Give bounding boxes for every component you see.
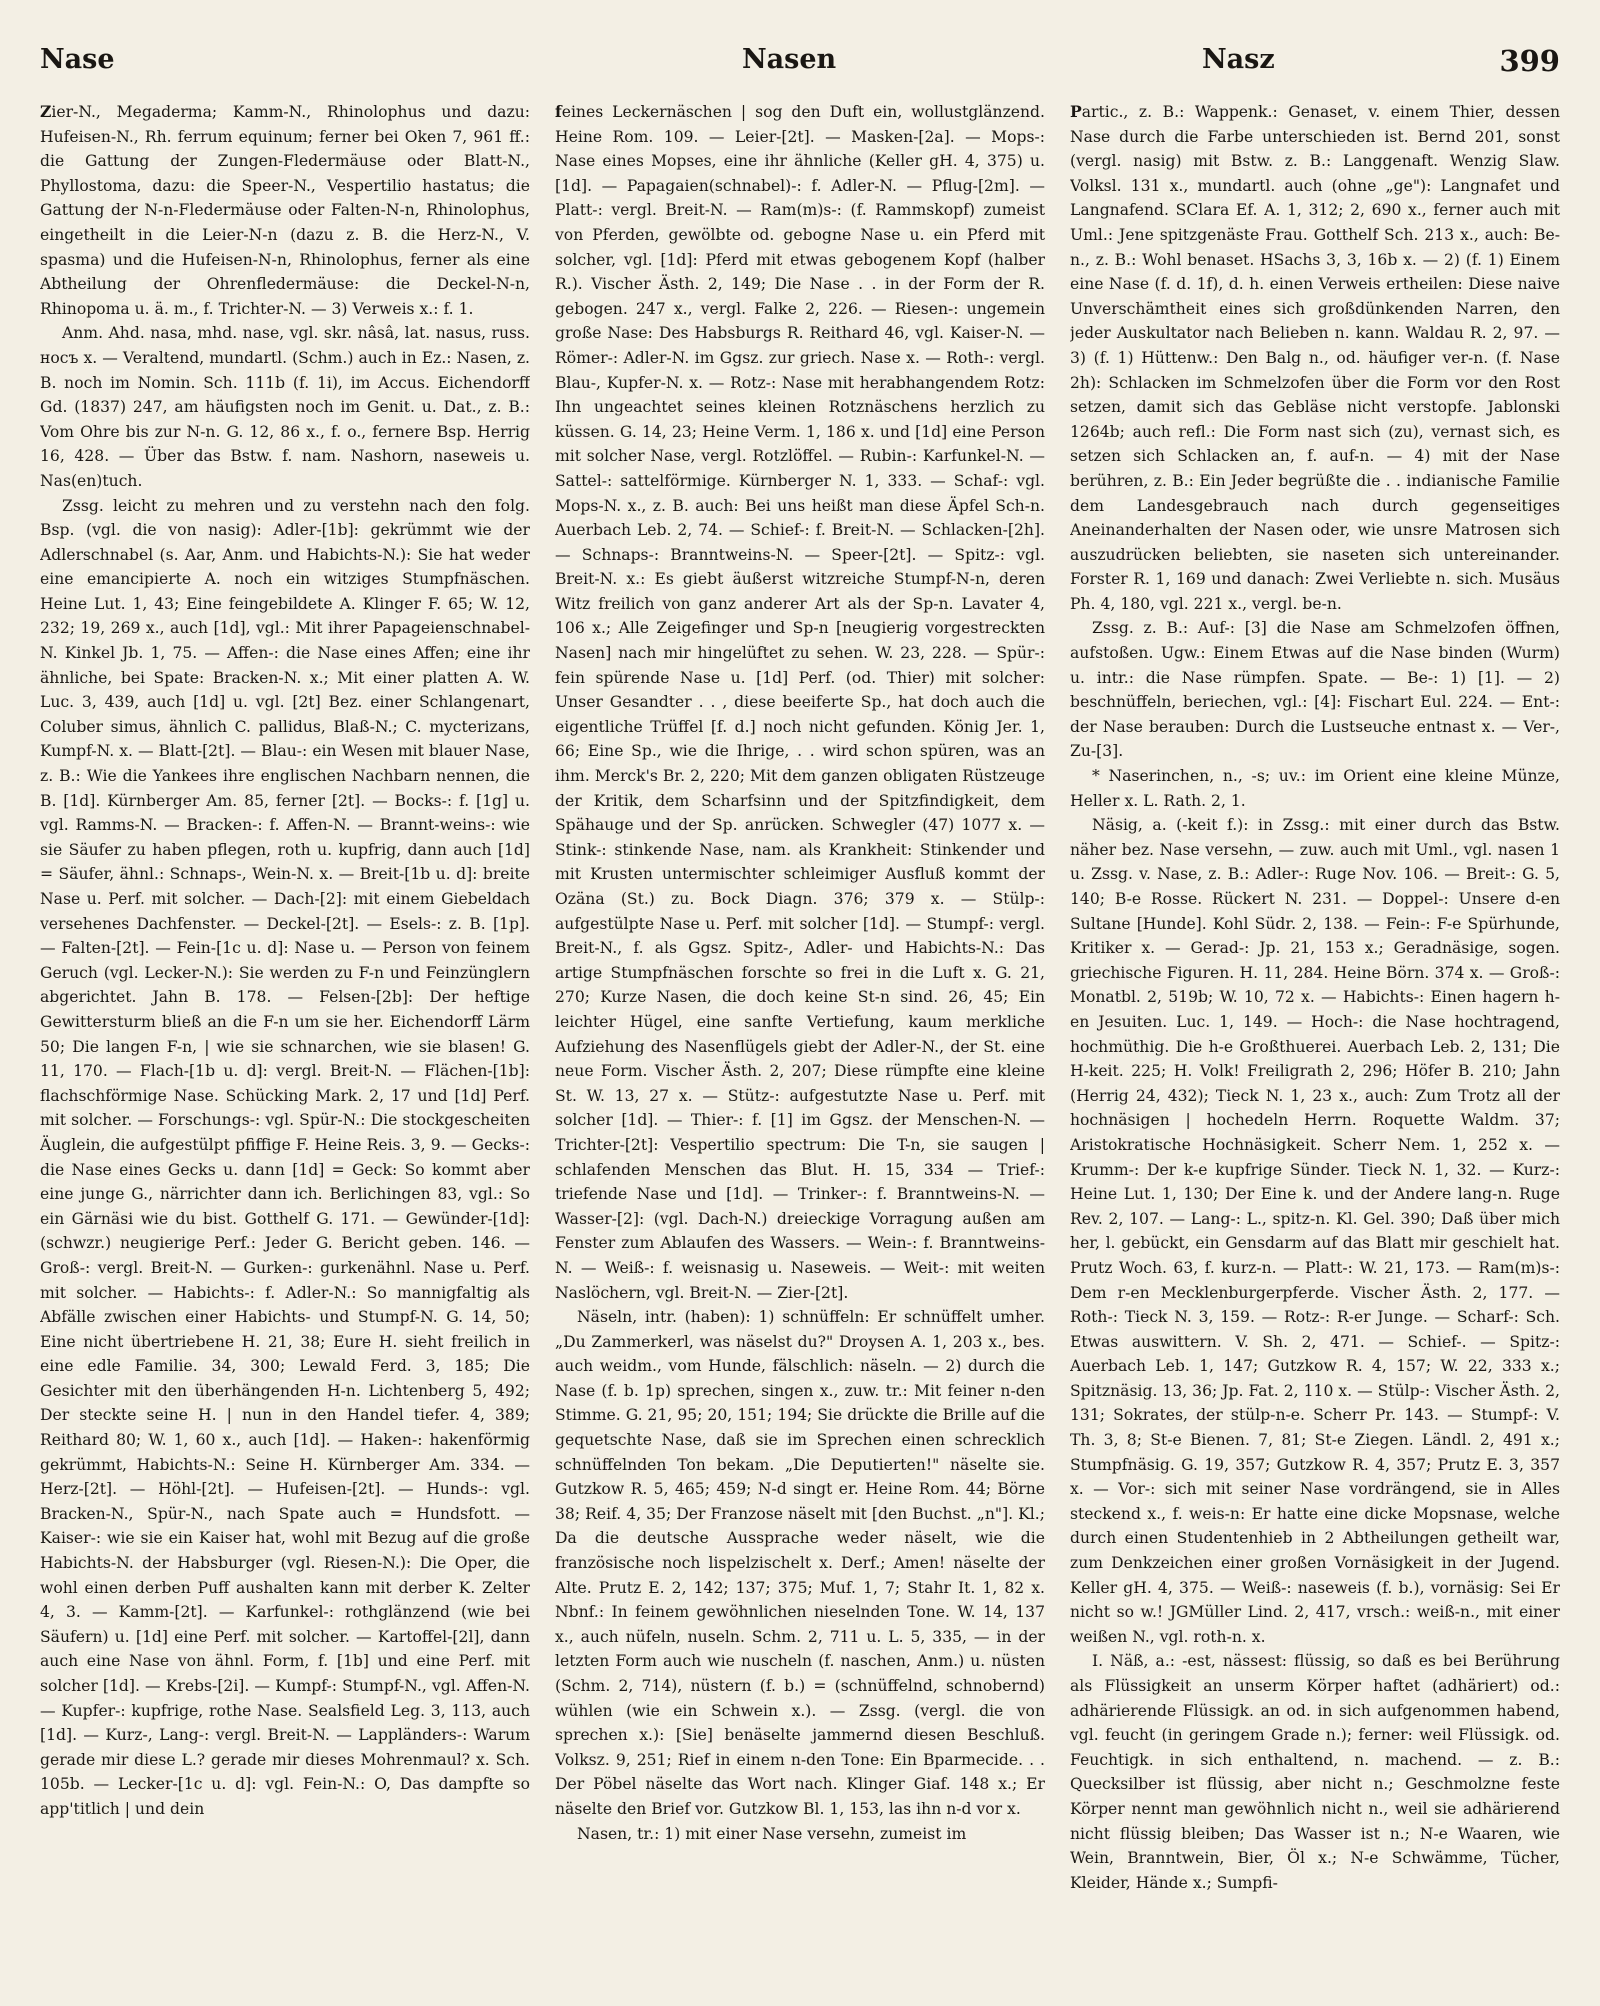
header-center-headword: Nasen — [742, 44, 837, 75]
header-right-headword: Nasz — [1202, 44, 1275, 75]
paragraph: I. Näß, a.: -est, nässest: flüssig, so daß es bei Berührung als Flüssigkeit an unserm Körper haftet (adhäriert) od.: adhärierende Flüssigk. an od. in sich aufgenommen habend, vgl. feucht (in geringem Grade n.); ferner: weil Flüssigk. od. Feuchtigk. in sich enthaltend, n. machend. — z. B.: Quecksilber ist flüssig, aber nicht n.; Geschmolzne feste Körper nennt man gewöhnlich nicht n., weil sie adhärierend nicht flüssig bleiben; Das Wasser ist n.; N-e Waaren, wie Wein, Branntwein, Bier, Öl x.; N-e Schwämme, Tücher, Kleider, Hände x.; Sumpfi- — [1070, 1652, 1560, 1892]
paragraph: feines Leckernäschen | sog den Duft ein, wollustglänzend. Heine Rom. 109. — Leier-[2t]. — Masken-[2a]. — Mops-: Nase eines Mopses, eine ihr ähnliche (Keller gH. 4, 375) u. [1d]. — Papagaien(schnabel)-: f. Adler-N. — Pflug-[2m]. — Platt-: vergl. Breit-N. — Ram(m)s-: (f. Rammskopf) zumeist von Pferden, gewölbte od. gebogne Nase u. ein Pferd mit solcher, vgl. [1d]: Pferd mit etwas gebogenem Kopf (halber R.). Vischer Ästh. 2, 149; Die Nase . . in der Form der R. gebogen. 247 x., vergl. Falke 2, 226. — Riesen-: ungemein große Nase: Des Habsburgs R. Reithard 46, vgl. Kaiser-N. — Römer-: Adler-N. im Ggsz. zur griech. Nase x. — Roth-: vergl. Blau-, Kupfer-N. x. — Rotz-: Nase mit herabhangendem Rotz: Ihn ungeachtet seines kleinen Rotznäschens herzlich zu küssen. G. 14, 23; Heine Verm. 1, 186 x. und [1d] eine Person mit solcher Nase, vergl. Rotzlöffel. — Rubin-: Karfunkel-N. — Sattel-: sattelförmige. Kürnberger N. 1, 333. — Schaf-: vgl. Mops-N. x., z. B. auch: Bei uns heißt man diese Äpfel Sch-n. Auerbach Leb. 2, 74. — Schief-: f. Breit-N. — Schlacken-[2h]. — Schnaps-: Branntweins-N. — Speer-[2t]. — Spitz-: vgl. Breit-N. x.: Es giebt äußerst witzreiche Stumpf-N-n, deren Witz freilich von ganz anderer Art als der Sp-n. Lavater 4, 106 x.; Alle Zeigefinger und Sp-n [neugierig vorgestreckten Nasen] nach mir hingelüftet zu sehen. W. 23, 228. — Spür-: fein spürende Nase u. [1d] Perf. (od. Thier) mit solcher: Unser Gesandter . . , diese beeiferte Sp., hat doch auch die eigentliche Trüffel [f. d.] noch nicht gefunden. König Jer. 1, 66; Eine Sp., wie die Ihrige, . . wird schon spüren, was an ihm. Merck's Br. 2, 220; Mit dem ganzen obligaten Rüstzeuge der Kritik, dem Scharfsinn und der Spitzfindigkeit, dem Spähauge und der Sp. anrücken. Schwegler (47) 1077 x. — Stink-: stinkende Nase, nam. als Krankheit: Stinkender und mit Krusten untermischter schleimiger Ausfluß kommt der Ozäna (St.) zu. Bock Diagn. 376; 379 x. — Stülp-: aufgestülpte Nase u. Perf. mit solcher [1d]. — Stumpf-: vergl. Breit-N., f. als Ggsz. Spitz-, Adler- und Habichts-N.: Das artige Stumpfnäschen forschte so frei in die Luft x. G. 21, 270; Kurze Nasen, die doch keine St-n sind. 26, 45; Ein leichter Hügel, eine sanfte Vertiefung, kaum merkliche Aufziehung des Nasenflügels giebt der Adler-N., der St. eine neue Form. Vischer Ästh. 2, 207; Diese rümpfte eine kleine St. W. 13, 27 x. — Stütz-: aufgestutzte Nase u. Perf. mit solcher [1d]. — Thier-: f. [1] im Ggsz. der Menschen-N. — Trichter-[2t]: Vespertilio spectrum: Die T-n, sie saugen | schlafenden Menschen das Blut. H. 15, 334 — Trief-: triefende Nase und [1d]. — Trinker-: f. Branntweins-N. — Wasser-[2]: (vgl. Dach-N.) dreieckige Vorragung außen am Fenster zum Ablaufen des Wassers. — Wein-: f. Branntweins-N. — Weiß-: f. weisnasig u. Naseweis. — Weit-: mit weiten Naslöchern, vgl. Breit-N. — Zier-[2t]. — [555, 102, 1045, 1302]
paragraph: Näsig, a. (-keit f.): in Zssg.: mit einer durch das Bstw. näher bez. Nase versehn, — zuw. auch mit Uml., vgl. nasen 1 u. Zssg. v. Nase, z. B.: Adler-: Ruge Nov. 106. — Breit-: G. 5, 140; B-e Rosse. Rückert N. 231. — Doppel-: Unsere d-en Sultane [Hunde]. Kohl Südr. 2, 138. — Fein-: F-e Spürhunde, Kritiker x. — Gerad-: Jp. 21, 153 x.; Geradnäsige, sogen. griechische Figuren. H. 11, 284. Heine Börn. 374 x. — Groß-: Monatbl. 2, 519b; W. 10, 72 x. — Habichts-: Einen hagern h-en Jesuiten. Luc. 1, 149. — Hoch-: die Nase hochtragend, hochmüthig. Die h-e Großthuerei. Auerbach Leb. 2, 131; Die H-keit. 225; H. Volk! Freiligrath 2, 296; Höfer B. 210; Jahn (Herrig 24, 432); Tieck N. 1, 23 x., auch: Zum Trotz all der hochnäsigen | hochedeln Herrn. Roquette Waldm. 37; Aristokratische Hochnäsigkeit. Scherr Nem. 1, 252 x. — Krumm-: Der k-e kupfrige Sünder. Tieck N. 1, 32. — Kurz-: Heine Lut. 1, 130; Der Eine k. und der Andere lang-n. Ruge Rev. 2, 107. — Lang-: L., spitz-n. Kl. Gel. 390; Daß über mich her, l. gebückt, ein Gensdarm auf das Blatt mir geschielt hat. Prutz Woch. 63, f. kurz-n. — Platt-: W. 21, 173. — Ram(m)s-: Dem r-en Mecklenburgerpferde. Vischer Ästh. 2, 177. — Roth-: Tieck N. 3, 159. — Rotz-: R-er Junge. — Scharf-: Sch. Etwas auswittern. V. Sh. 2, 471. — Schief-. — Spitz-: Auerbach Leb. 1, 147; Gutzkow R. 4, 157; W. 22, 333 x.; Spitznäsig. 13, 36; Jp. Fat. 2, 110 x. — Stülp-: Vischer Ästh. 2, 131; Sokrates, der stülp-n-e. Scherr Pr. 143. — Stumpf-: V. Th. 3, 8; St-e Bienen. 7, 81; St-e Ziegen. Ländl. 2, 491 x.; Stumpfnäsig. G. 19, 357; Gutzkow R. 4, 357; Prutz E. 3, 357 x. — Vor-: sich mit seiner Nase vordrängend, sie in Alles steckend x., f. weis-n: Er hatte eine dicke Mopsnase, welche durch einen Studentenhieb in 2 Abtheilungen getheilt war, zum Denkzeichen einer großen Vornäsigkeit in der Jugend. Keller gH. 4, 375. — Weiß-: naseweis (f. b.), vornäsig: Sei Er nicht so w.! JGMüller Lind. 2, 417, vrsch.: weiß-n., mit einer weißen N., vgl. roth-n. x. — [1070, 816, 1560, 1646]
paragraph: Partic., z. B.: Wappenk.: Genaset, v. einem Thier, dessen Nase durch die Farbe unterschieden ist. Bernd 201, sonst (vergl. nasig) mit Bstw. z. B.: Langgenaft. Wenzig Slaw. Volksl. 131 x., mundartl. auch (ohne „ge"): Langnafet und Langnafend. SClara Ef. A. 1, 312; 2, 690 x., ferner auch mit Uml.: Jene spitzgenäste Frau. Gotthelf Sch. 213 x., auch: Be-n., z. B.: Wohl benaset. HSachs 3, 3, 16b x. — 2) (f. 1) Einem eine Nase (f. d. 1f), d. h. einen Verweis ertheilen: Diese naive Unverschämtheit eines sich großdünkenden Narren, den jeder Auskultator nach Belieben n. kann. Waldau R. 2, 97. — 3) (f. 1) Hüttenw.: Den Balg n., od. häufiger ver-n. (f. Nase 2h): Schlacken im Schmelzofen über die Form vor den Rost setzen, damit sich das Gebläse nicht verstopfe. Jablonski 1264b; auch refl.: Die Form nast sich (zu), vernast sich, es setzen sich Schlacken an, f. auf-n. — 4) mit der Nase berühren, z. B.: Ein Jeder begrüßte die . . indianische Familie dem Landesgebrauch nach durch gegenseitiges Aneinanderhalten der Nasen oder, wie unsre Matrosen sich auszudrücken beliebten, sie naseten sich untereinander. Forster R. 1, 169 und danach: Zwei Verliebte n. sich. Musäus Ph. 4, 180, vgl. 221 x., vergl. be-n. — [1070, 102, 1560, 613]
paragraph: Näseln, intr. (haben): 1) schnüffeln: Er schnüffelt umher. „Du Zammerkerl, was näselst du?" Droysen A. 1, 203 x., bes. auch weidm., vom Hunde, fälschlich: näseln. — 2) durch die Nase (f. b. 1p) sprechen, singen x., zuw. tr.: Mit feiner n-den Stimme. G. 21, 95; 20, 151; 194; Sie drückte die Brille auf die gequetschte Nase, daß sie im Sprechen einen schrecklich schnüffelnden Ton bekam. „Die Deputierten!" näselte sie. Gutzkow R. 5, 465; 459; N-d singt er. Heine Rom. 44; Börne 38; Reif. 4, 35; Der Franzose näselt mit [den Buchst. „n"]. Kl.; Da die deutsche Aussprache weder näselt, wie die französische noch lispelzischelt x. Derf.; Amen! näselte der Alte. Prutz E. 2, 142; 137; 375; Muf. 1, 7; Stahr It. 1, 82 x. Nbnf.: In feinem gewöhnlichen nieselnden Tone. W. 14, 137 x., auch nüfeln, nuseln. Schm. 2, 711 u. L. 5, 335, — in der letzten Form auch wie nuscheln (f. naschen, Anm.) u. nüsten (Schm. 2, 714), nüstern (f. b.) = (schnüffelnd, schnobernd) wühlen (wie ein Schwein x.). — Zssg. (vergl. die von sprechen x.): [Sie] benäselte jammernd diesen Beschluß. Volksz. 9, 251; Rief in einem n-den Tone: Ein Bparmecide. . . Der Pöbel näselte das Wort nach. Klinger Giaf. 148 x.; Er näselte den Brief vor. Gutzkow Bl. 1, 153, las ihn n-d vor x. — [555, 1308, 1045, 1818]
paragraph: Anm. Ahd. nasa, mhd. nase, vgl. skr. nâsâ, lat. nasus, russ. носъ x. — Veraltend, mundartl. (Schm.) auch in Ez.: Nasen, z. B. noch im Nomin. Sch. 111b (f. 1i), im Accus. Eichendorff Gd. (1837) 247, am häufigsten noch im Genit. u. Dat., z. B.: Vom Ohre bis zur N-n. G. 12, 86 x., f. o., fernere Bsp. Herrig 16, 428. — Über das Bstw. f. nam. Nashorn, naseweis u. Nas(en)tuch. — [40, 324, 530, 490]
paragraph: Zssg. leicht zu mehren und zu verstehn nach den folg. Bsp. (vgl. die von nasig): Adler-[1b]: gekrümmt wie der Adlerschnabel (s. Aar, Anm. und Habichts-N.): Sie hat weder eine emancipierte A. noch ein witziges Stumpfnäschen. Heine Lut. 1, 43; Eine feingebildete A. Klinger F. 65; W. 12, 232; 19, 269 x., auch [1d], vgl.: Mit ihrer Papageienschnabel-N. Kinkel Jb. 1, 75. — Affen-: die Nase eines Affen; eine ihr ähnliche, bei Spate: Bracken-N. x.; Mit einer platten A. W. Luc. 3, 439, auch [1d] u. vgl. [2t] Bez. einer Schlangenart, Coluber simus, ähnlich C. pallidus, Blaß-N.; C. mycterizans, Kumpf-N. x. — Blatt-[2t]. — Blau-: ein Wesen mit blauer Nase, z. B.: Wie die Yankees ihre englischen Nachbarn nennen, die B. [1d]. Kürnberger Am. 85, ferner [2t]. — Bocks-: f. [1g] u. vgl. Ramms-N. — Bracken-: f. Affen-N. — Brannt-weins-: wie sie Säufer zu haben pflegen, roth u. kupfrig, dann auch [1d] = Säufer, ähnl.: Schnaps-, Wein-N. x. — Breit-[1b u. d]: breite Nase u. Perf. mit solcher. — Dach-[2]: mit einem Giebeldach versehenes Dachfenster. — Deckel-[2t]. — Esels-: z. B. [1p]. — Falten-[2t]. — Fein-[1c u. d]: Nase u. — Person von feinem Geruch (vgl. Lecker-N.): Sie werden zu F-n und Feinzünglern abgerichtet. Jahn B. 178. — Felsen-[2b]: Der heftige Gewittersturm bließ an die F-n um sie her. Eichendorff Lärm 50; Die langen F-n, | wie sie schnarchen, wie sie blasen! G. 11, 170. — Flach-[1b u. d]: vergl. Breit-N. — Flächen-[1b]: flachschförmige Nase. Schücking Mark. 2, 17 und [1d] Perf. mit solcher. — Forschungs-: vgl. Spür-N.: Die stockgescheiten Äuglein, die aufgestülpt pfiffige F. Heine Reis. 3, 9. — Gecks-: die Nase eines Gecks u. dann [1d] = Geck: So kommt aber eine junge G., närrichter dann ich. Berlichingen 83, vgl.: So ein Gärnäsi wie du bist. Gotthelf G. 171. — Gewünder-[1d]: (schwzr.) neugierige Perf.: Jeder G. Bericht geben. 146. — Groß-: vergl. Breit-N. — Gurken-: gurkenähnl. Nase u. Perf. mit solcher. — Habichts-: f. Adler-N.: So mannigfaltig als Abfälle zwischen einer Habichts- und Stumpf-N. G. 14, 50; Eine nicht übertriebene H. 21, 38; Eure H. sieht freilich in eine edle Familie. 34, 300; Lewald Ferd. 3, 185; Die Gesichter mit den überhängenden H-n. Lichtenberg 5, 492; Der steckte seine H. | nun in den Handel tiefer. 4, 389; Reithard 80; W. 1, 60 x., auch [1d]. — Haken-: hakenförmig gekrümmt, Habichts-N.: Seine H. Kürnberger Am. 334. — Herz-[2t]. — Höhl-[2t]. — Hufeisen-[2t]. — Hunds-: vgl. Bracken-N., Spür-N., nach Spate auch = Hundsfott. — Kaiser-: wie sie ein Kaiser hat, wohl mit Bezug auf die große Habichts-N. der Habsburger (vgl. Riesen-N.): Die Oper, die wohl einen derben Puff aushalten kann mit derber K. Zelter 4, 3. — Kamm-[2t]. — Karfunkel-: rothglänzend (wie bei Säufern) u. [1d] eine Perf. mit solcher. — Kartoffel-[2l], dann auch eine Nase von ähnl. Form, f. [1b] und eine Perf. mit solcher [1d]. — Krebs-[2i]. — Kumpf-: Stumpf-N., vgl. Affen-N. — Kupfer-: kupfrige, rothe Nase. Sealsfield Leg. 3, 113, auch [1d]. — Kurz-, Lang-: vergl. Breit-N. — Lappländers-: Warum gerade mir diese L.? gerade mir dieses Mohrenmaul? x. Sch. 105b. — Lecker-[1c u. d]: vgl. Fein-N.: O, Das dampfte so app'titlich | und dein — [40, 496, 530, 1818]
column-middle — [555, 100, 1045, 1980]
running-header — [40, 44, 1560, 88]
page-number: 399 — [1499, 44, 1560, 78]
paragraph: Zier-N., Megaderma; Kamm-N., Rhinolophus und dazu: Hufeisen-N., Rh. ferrum equinum; ferner bei Oken 7, 961 ff.: die Gattung der Zungen-Fledermäuse oder Blatt-N., Phyllostoma, dazu: die Speer-N., Vespertilio hastatus; die Gattung der N-n-Fledermäuse oder Falten-N-n, Rhinolophus, eingetheilt in die Leier-N-n (dazu z. B. die Herz-N., V. spasma) und die Hufeisen-N-n, Rhinolophus, ferner als eine Abtheilung der Ohrenfledermäuse: die Deckel-N-n, Rhinopoma u. ä. m., f. Trichter-N. — 3) Verweis x.: f. 1. — [40, 102, 530, 318]
paragraph: Nasen, tr.: 1) mit einer Nase versehn, zumeist im — [577, 1824, 967, 1843]
header-left-headword: Nase — [40, 44, 115, 75]
paragraph: Zssg. z. B.: Auf-: [3] die Nase am Schmelzofen öffnen, aufstoßen. Ugw.: Einem Etwas auf die Nase binden (Wurm) u. intr.: die Nase rümpfen. Spate. — Be-: 1) [1]. — 2) beschnüffeln, beriechen, vgl.: [4]: Fischart Eul. 224. — Ent-: der Nase berauben: Durch die Lustseuche entnast x. — Ver-, Zu-[3]. — [1070, 619, 1560, 761]
paragraph: * Naserinchen, n., -s; uv.: im Orient eine kleine Münze, Heller x. L. Rath. 2, 1. — [1070, 767, 1560, 810]
column-right — [1070, 100, 1560, 1980]
column-left — [40, 100, 530, 1980]
dictionary-columns — [40, 100, 1560, 1980]
